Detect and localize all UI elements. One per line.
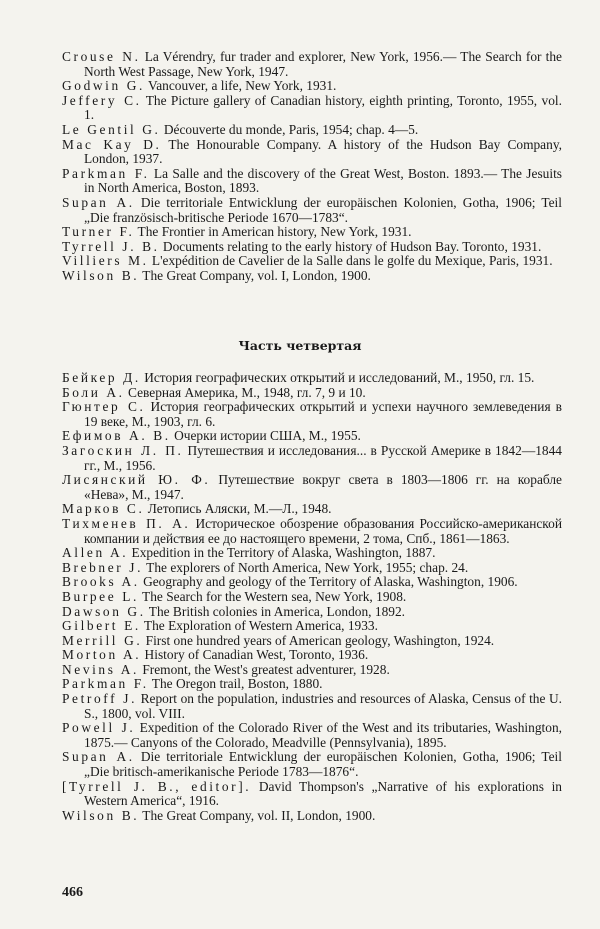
entry-text: The Great Company, vol. II, London, 1900.: [139, 807, 376, 823]
bibliography-entry: [62, 50, 562, 79]
entry-author: Brooks A.: [62, 574, 140, 590]
entry-author: Burpee L.: [62, 588, 139, 604]
bibliography-entry: [62, 590, 562, 605]
entry-author: Allen A.: [62, 545, 129, 561]
entry-text: The Search for the Western sea, New York, 1908.: [138, 588, 407, 604]
bibliography-entry: [62, 634, 562, 649]
bibliography-entry: [62, 677, 562, 692]
bibliography-entry: [62, 123, 562, 138]
entry-text: Историческое обозрение образования Российско-американской компании и действия ее до настоящего времени, 2 тома, Спб., 1861—1863.: [84, 515, 562, 546]
entry-author: Бейкер Д.: [62, 370, 141, 385]
bibliography-entry: [62, 444, 562, 473]
bibliography-entry: [62, 94, 562, 123]
entry-author: Марков С.: [62, 501, 145, 517]
entry-text: Report on the population, industries and resources of Alaska, Census of the U. S., 1800, vol. VIII.: [84, 691, 562, 721]
bibliography-entry: [62, 780, 562, 809]
entry-text: Expedition of the Colorado River of the West and its tributaries, Washington, 1875.— Canyons of the Colorado, Meadville (Pennsylvania), 1895.: [84, 720, 562, 750]
entry-text: The Picture gallery of Canadian history, eighth printing, Toronto, 1955, vol. 1.: [84, 92, 562, 123]
bibliography-entry: [62, 809, 562, 824]
entry-text: Vancouver, a life, New York, 1931.: [144, 78, 337, 94]
entry-text: History of Canadian West, Toronto, 1936.: [141, 647, 369, 663]
entry-text: The Great Company, vol. I, London, 1900.: [139, 267, 371, 283]
bibliography-entry: [62, 225, 562, 240]
entry-author: Brebner J.: [62, 559, 144, 575]
entry-author: Gilbert E.: [62, 618, 141, 634]
entry-text: Documents relating to the early history of Hudson Bay. Toronto, 1931.: [159, 238, 542, 254]
entry-author: Боли А.: [62, 384, 125, 400]
entry-text: The explorers of North America, New York, 1955; chap. 24.: [143, 559, 469, 575]
entry-author: Supan A.: [62, 194, 135, 210]
bibliography-entry: [62, 240, 562, 255]
bibliography-entry: [62, 254, 562, 269]
entry-text: Путешествие вокруг света в 1803—1806 гг. на корабле «Нева», М., 1947.: [84, 472, 562, 502]
entry-text: Geography and geology of the Territory of Alaska, Washington, 1906.: [139, 574, 518, 590]
entry-text: David Thompson's „Narrative of his explorations in Western America“, 1916.: [84, 778, 562, 809]
bibliography-entry: [62, 721, 562, 750]
entry-author: Jeffery C.: [62, 92, 142, 108]
entry-text: Очерки истории США, М., 1955.: [170, 428, 361, 444]
bibliography-section-4: [62, 371, 562, 823]
bibliography-entry: [62, 429, 562, 444]
entry-text: The Oregon trail, Boston, 1880.: [148, 676, 323, 692]
entry-text: Die territoriale Entwicklung der europäischen Kolonien, Gotha, 1906; Teil „Die britisch-amerikanische Periode 1783—1876“.: [84, 749, 562, 780]
entry-author: Petroff J.: [62, 691, 138, 707]
bibliography-entry: [62, 386, 562, 401]
bibliography-entry: [62, 79, 562, 94]
entry-author: Wilson B.: [62, 267, 140, 283]
entry-text: The Frontier in American history, New York, 1931.: [134, 224, 412, 240]
entry-text: Путешествия и исследования... в Русской Америке в 1842—1844 гг., М., 1956.: [84, 442, 562, 473]
entry-author: Villiers M.: [62, 253, 149, 269]
entry-author: Лисянский Ю. Ф.: [62, 472, 211, 488]
bibliography-entry: [62, 196, 562, 225]
section-heading: Часть четвертая: [238, 338, 362, 353]
entry-author: Nevins A.: [62, 661, 139, 677]
entry-text: История географических открытий и успехи научного землеведения в 19 веке, М., 1903, гл. 6.: [84, 399, 562, 429]
entry-author: Загоскин Л. П.: [62, 442, 184, 458]
entry-author: Гюнтер С.: [62, 399, 146, 415]
bibliography-entry: [62, 561, 562, 576]
bibliography-entry: [62, 502, 562, 517]
bibliography-entry: [62, 269, 562, 284]
entry-author: Parkman F.: [62, 165, 150, 181]
entry-text: Expedition in the Territory of Alaska, Washington, 1887.: [128, 545, 436, 561]
entry-text: First one hundred years of American geology, Washington, 1924.: [142, 632, 495, 648]
entry-author: Supan A.: [62, 749, 135, 765]
bibliography-entry: [62, 517, 562, 546]
bibliography-entry: [62, 750, 562, 779]
bibliography-entry: [62, 575, 562, 590]
entry-text: The Exploration of Western America, 1933.: [140, 618, 378, 634]
entry-author: Godwin G.: [62, 78, 145, 94]
entry-text: История географических открытий и исследований, М., 1950, гл. 15.: [140, 370, 535, 385]
entry-author: Turner F.: [62, 224, 135, 240]
bibliography-entry: [62, 400, 562, 429]
bibliography-entry: [62, 138, 562, 167]
entry-author: Morton A.: [62, 647, 142, 663]
entry-author: Dawson G.: [62, 603, 146, 619]
bibliography-section-3: [62, 50, 562, 284]
entry-text: The British colonies in America, London, 1892.: [145, 603, 406, 619]
bibliography-entry: [62, 371, 562, 386]
entry-text: Летопись Аляски, М.—Л., 1948.: [144, 501, 332, 517]
bibliography-entry: [62, 619, 562, 634]
entry-text: The Honourable Company. A history of the Hudson Bay Company, London, 1937.: [84, 136, 562, 167]
entry-text: Découverte du monde, Paris, 1954; chap. 4—5.: [160, 121, 419, 137]
bibliography-entry: [62, 648, 562, 663]
entry-text: La Vérendry, fur trader and explorer, New York, 1956.— The Search for the North West Passage, New York, 1947.: [84, 49, 562, 79]
bibliography-entry: [62, 692, 562, 721]
entry-author: Crouse N.: [62, 49, 141, 64]
entry-author: Mac Kay D.: [62, 136, 162, 152]
entry-author: Parkman F.: [62, 676, 149, 692]
entry-author: Powell J.: [62, 720, 136, 736]
entry-author: Wilson B.: [62, 807, 140, 823]
page-number: 466: [62, 885, 83, 900]
entry-text: Fremont, the West's greatest adventurer, 1928.: [138, 661, 390, 677]
bibliography-entry: [62, 473, 562, 502]
entry-author: Тихменев П. А.: [62, 515, 191, 531]
entry-author: Merrill G.: [62, 632, 143, 648]
entry-author: Ефимов А. В.: [62, 428, 171, 444]
entry-author: [Tyrrell J. B., editor].: [62, 778, 252, 794]
entry-author: Tyrrell J. B.: [62, 238, 160, 254]
bibliography-entry: [62, 546, 562, 561]
bibliography-entry: [62, 167, 562, 196]
entry-text: Die territoriale Entwicklung der europäischen Kolonien, Gotha, 1906; Teil „Die französisch-britische Periode 1670—1783“.: [84, 194, 562, 225]
entry-author: Le Gentil G.: [62, 121, 161, 137]
entry-text: L'expédition de Cavelier de la Salle dans le golfe du Mexique, Paris, 1931.: [148, 253, 553, 269]
entry-text: La Salle and the discovery of the Great West, Boston. 1893.— The Jesuits in North America, Boston, 1893.: [84, 165, 562, 196]
entry-text: Северная Америка, М., 1948, гл. 7, 9 и 10.: [124, 384, 366, 400]
bibliography-entry: [62, 663, 562, 678]
bibliography-entry: [62, 605, 562, 620]
